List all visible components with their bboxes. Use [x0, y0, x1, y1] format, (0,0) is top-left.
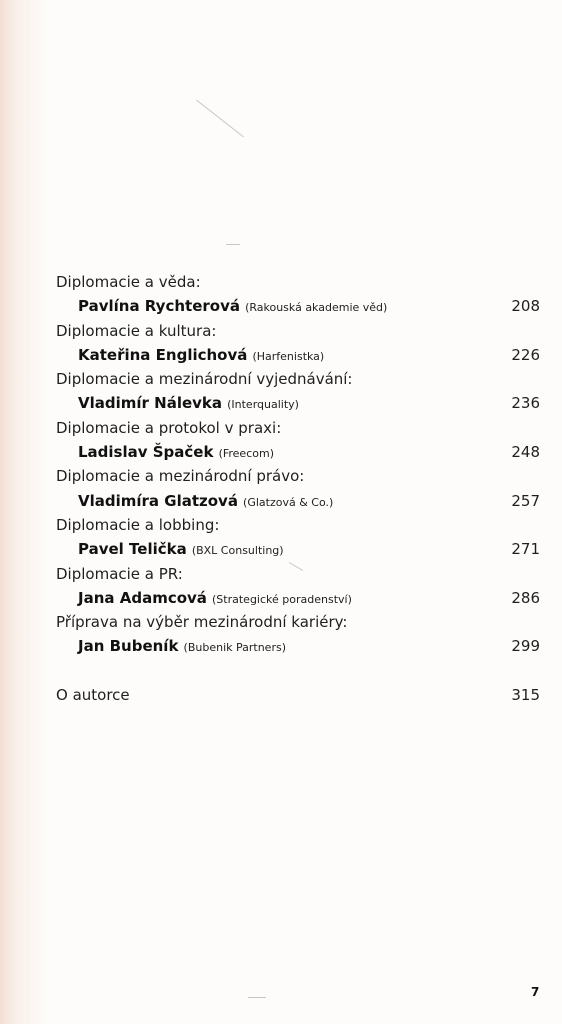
scan-mark — [248, 997, 266, 998]
toc-entry — [56, 489, 540, 513]
toc-entry-author-line — [56, 586, 352, 612]
toc-entry-author-line — [56, 537, 284, 563]
scan-mark — [226, 244, 240, 245]
toc-page-number: 315 — [511, 685, 540, 704]
toc-section-title: Diplomacie a protokol v praxi: — [56, 418, 282, 437]
toc-organization: (Interquality) — [227, 398, 299, 412]
toc-entry-author-line — [56, 294, 387, 320]
toc-entry-author-line — [56, 440, 274, 466]
toc-organization: (Glatzová & Co.) — [243, 495, 334, 509]
toc-organization: (Rakouská akademie věd) — [245, 301, 388, 315]
toc-page-number: 286 — [511, 588, 540, 607]
scan-mark — [196, 100, 244, 138]
toc-entry — [56, 537, 540, 561]
toc-organization: (Freecom) — [218, 447, 274, 461]
toc-section-title: Příprava na výběr mezinárodní kariéry: — [56, 613, 348, 632]
page-number: 7 — [531, 985, 540, 999]
toc-entry-author-line — [56, 343, 324, 369]
toc-entry — [56, 294, 540, 318]
toc-page-number: 208 — [511, 297, 540, 316]
toc-entry-author-line — [56, 391, 299, 417]
table-of-contents — [56, 270, 540, 707]
toc-entry — [56, 440, 540, 464]
toc-organization: (Strategické poradenství) — [212, 592, 352, 606]
toc-author: Vladimíra Glatzová — [78, 491, 238, 510]
toc-final-title: O autorce — [56, 685, 130, 704]
toc-author: Kateřina Englichová — [78, 345, 248, 364]
toc-entry-about-author — [56, 683, 540, 707]
toc-section-title: Diplomacie a věda: — [56, 273, 201, 291]
toc-section-title: Diplomacie a lobbing: — [56, 515, 220, 534]
toc-page-number: 257 — [511, 491, 540, 510]
toc-page-number: 236 — [511, 394, 540, 413]
toc-section-title: Diplomacie a mezinárodní vyjednávání: — [56, 370, 353, 389]
toc-author: Pavlína Rychterová — [78, 297, 240, 316]
toc-page-number: 226 — [511, 345, 540, 364]
toc-page-number: 299 — [511, 637, 540, 656]
toc-page-number: 248 — [511, 443, 540, 462]
toc-section-title: Diplomacie a mezinárodní právo: — [56, 467, 305, 486]
toc-author: Jan Bubeník — [78, 637, 179, 656]
toc-entry — [56, 634, 540, 658]
toc-organization: (BXL Consulting) — [191, 544, 284, 558]
toc-entry-author-line — [56, 634, 286, 660]
toc-author: Vladimír Nálevka — [78, 394, 223, 413]
toc-author: Jana Adamcová — [78, 588, 207, 607]
toc-organization: (Harfenistka) — [252, 349, 325, 363]
toc-section-title: Diplomacie a PR: — [56, 564, 183, 583]
toc-entry-author-line — [56, 489, 333, 515]
toc-section-title: Diplomacie a kultura: — [56, 321, 217, 340]
toc-author: Ladislav Špaček — [78, 443, 214, 462]
toc-entry — [56, 343, 540, 367]
toc-author: Pavel Telička — [78, 540, 187, 559]
toc-spacer — [56, 659, 540, 683]
toc-entry — [56, 586, 540, 610]
toc-entry — [56, 391, 540, 415]
toc-organization: (Bubenik Partners) — [183, 641, 286, 655]
toc-page-number: 271 — [511, 540, 540, 559]
